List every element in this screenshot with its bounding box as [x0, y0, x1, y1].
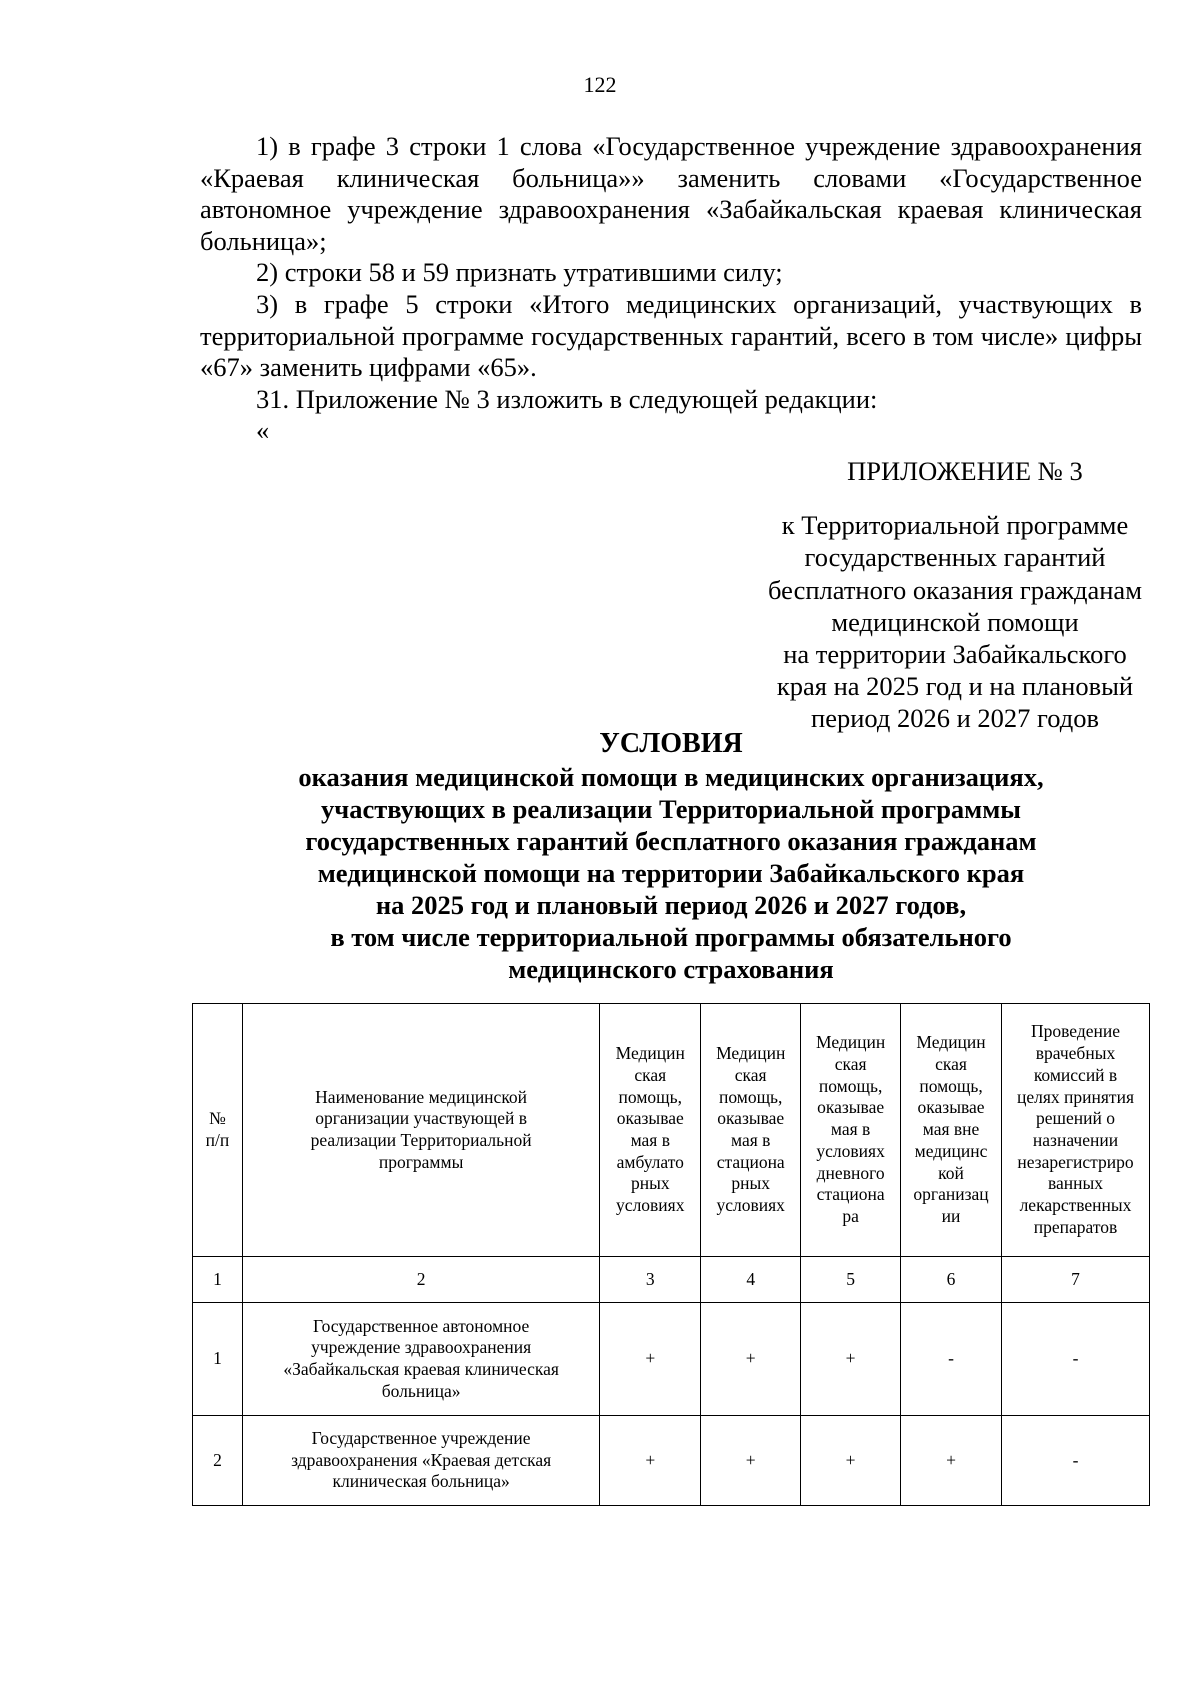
amendment-paragraph-4: 31. Приложение № 3 изложить в следующей редакции: [256, 383, 878, 414]
column-number-cell: 1 [193, 1257, 243, 1303]
appendix-line: период 2026 и 2027 годов [811, 703, 1099, 734]
row-number-cell: 2 [193, 1416, 243, 1506]
column-number-cell: 2 [242, 1257, 599, 1303]
amendment-text [200, 131, 1142, 447]
amendment-paragraph-1: 1) в графе 3 строки 1 слова «Государственное учреждение здравоохранения «Краевая клиническая больница»» заменить словами «Государственное автономное учреждение здравоохранения «Забайкальская краевая клиническая больница»; [200, 131, 1142, 256]
mark-cell-outpatient: + [600, 1416, 701, 1506]
document-heading [200, 728, 1142, 985]
header-cell-organization: Наименование медицинской организации участвующей в реализации Территориальной программы [242, 1004, 599, 1257]
column-number-cell: 4 [701, 1257, 801, 1303]
row-number-cell: 1 [193, 1303, 243, 1416]
heading-line: оказания медицинской помощи в медицинских организациях, [298, 762, 1044, 792]
appendix-line: к Территориальной программе [781, 510, 1129, 541]
column-number-cell: 6 [901, 1257, 1002, 1303]
heading-line: медицинского страхования [508, 954, 834, 984]
table-row [193, 1416, 1150, 1506]
opening-quote-mark: « [256, 415, 270, 446]
mark-cell-medical-commissions: - [1002, 1303, 1150, 1416]
heading-line: на 2025 год и плановый период 2026 и 2027 годов, [375, 890, 967, 920]
mark-cell-medical-commissions: - [1002, 1416, 1150, 1506]
mark-cell-inpatient: + [701, 1303, 801, 1416]
header-cell-medical-commissions: Проведение врачебных комиссий в целях принятия решений о назначении незарегистриро ванных лекарственных препаратов [1002, 1004, 1150, 1257]
mark-cell-inpatient: + [701, 1416, 801, 1506]
appendix-line: медицинской помощи [831, 606, 1079, 637]
header-cell-outside-organization: Медицин ская помощь, оказывае мая вне медицинс кой организац ии [901, 1004, 1002, 1257]
column-number-cell: 7 [1002, 1257, 1150, 1303]
heading-line: участвующих в реализации Территориальной программы [321, 794, 1021, 824]
table-row [193, 1303, 1150, 1416]
heading-title: УСЛОВИЯ [599, 728, 743, 759]
appendix-line: на территории Забайкальского [783, 639, 1127, 670]
heading-line: государственных гарантий бесплатного оказания гражданам [305, 826, 1037, 856]
conditions-table [192, 1003, 1150, 1506]
mark-cell-day-hospital: + [801, 1303, 901, 1416]
header-cell-number: № п/п [193, 1004, 243, 1257]
mark-cell-outside-organization: + [901, 1416, 1002, 1506]
heading-line: в том числе территориальной программы обязательного [330, 922, 1012, 952]
appendix-line: государственных гарантий [804, 542, 1106, 573]
column-number-cell: 3 [600, 1257, 701, 1303]
table-header-row [193, 1004, 1150, 1257]
amendment-paragraph-3: 3) в графе 5 строки «Итого медицинских организаций, участвующих в территориальной программе государственных гарантий, всего в том числе» цифры «67» заменить цифрами «65». [200, 288, 1142, 383]
organization-name-cell: Государственное учреждение здравоохранения «Краевая детская клиническая больница» [242, 1416, 599, 1506]
appendix-line: бесплатного оказания гражданам [768, 574, 1142, 605]
heading-line: медицинской помощи на территории Забайкальского края [317, 858, 1025, 888]
appendix-title: ПРИЛОЖЕНИЕ № 3 [847, 456, 1083, 486]
amendment-paragraph-2: 2) строки 58 и 59 признать утратившими силу; [256, 257, 783, 288]
mark-cell-outpatient: + [600, 1303, 701, 1416]
column-number-row [193, 1257, 1150, 1303]
column-number-cell: 5 [801, 1257, 901, 1303]
appendix-caption [730, 455, 1180, 735]
header-cell-inpatient: Медицин ская помощь, оказывае мая в стациона рных условиях [701, 1004, 801, 1257]
page-number: 122 [583, 72, 617, 97]
header-cell-outpatient: Медицин ская помощь, оказывае мая в амбулато рных условиях [600, 1004, 701, 1257]
organization-name-cell: Государственное автономное учреждение здравоохранения «Забайкальская краевая клиническая больница» [242, 1303, 599, 1416]
mark-cell-outside-organization: - [901, 1303, 1002, 1416]
mark-cell-day-hospital: + [801, 1416, 901, 1506]
appendix-line: края на 2025 год и на плановый [776, 671, 1134, 702]
header-cell-day-hospital: Медицин ская помощь, оказывае мая в условиях дневного стациона ра [801, 1004, 901, 1257]
